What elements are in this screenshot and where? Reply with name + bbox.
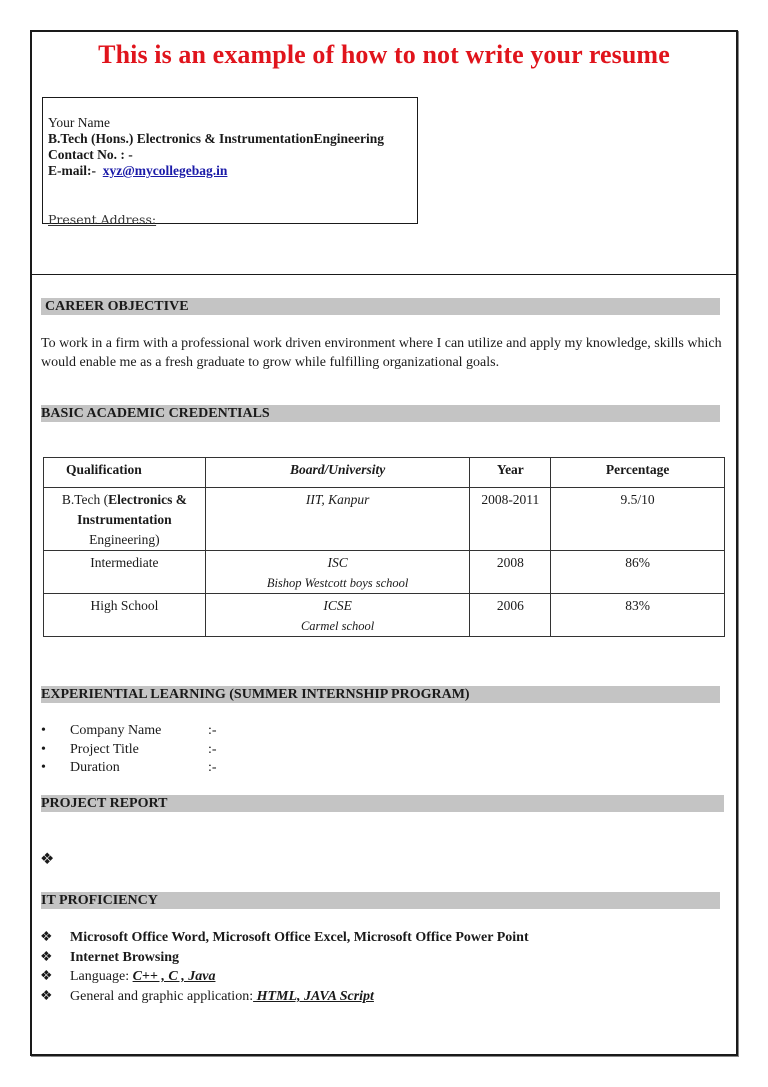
school-name: Carmel school <box>300 619 375 633</box>
bullet-icon: • <box>41 742 46 757</box>
column-header-qualification: Qualification <box>44 458 206 488</box>
item-label: Duration <box>70 760 120 775</box>
school-name: Bishop Westcott boys school <box>266 576 409 590</box>
section-heading-experiential: EXPERIENTIAL LEARNING (SUMMER INTERNSHIP PROGRAM) <box>41 686 720 703</box>
table-row <box>44 488 725 551</box>
diamond-bullet-icon: ❖ <box>40 950 53 965</box>
table-row <box>44 594 725 637</box>
year-cell: 2008-2011 <box>470 488 551 551</box>
skill-text <box>70 987 374 1006</box>
skill-text: Internet Browsing <box>70 950 180 965</box>
qualification-cell: High School <box>44 594 206 637</box>
qualification-cell <box>44 488 206 551</box>
diamond-bullet-icon: ❖ <box>40 969 53 984</box>
academic-credentials-table <box>43 457 725 637</box>
table-row <box>44 551 725 594</box>
skill-emphasis: HTML, JAVA Script <box>253 989 374 1004</box>
section-heading-career-objective: CAREER OBJECTIVE <box>41 298 720 315</box>
skill-text <box>70 967 215 986</box>
contact-email-row <box>48 163 227 179</box>
board-name: ICSE <box>323 598 352 613</box>
bullet-icon: • <box>41 760 46 775</box>
contact-number: Contact No. : - <box>48 147 133 162</box>
item-label: Project Title <box>70 742 139 757</box>
item-value: :- <box>208 723 217 738</box>
diamond-bullet-icon: ❖ <box>40 989 53 1004</box>
header-divider <box>32 274 736 275</box>
qualification-cell: Intermediate <box>44 551 206 594</box>
board-cell <box>205 488 470 551</box>
percentage-cell: 86% <box>551 551 725 594</box>
email-link[interactable]: xyz@mycollegebag.in <box>102 163 228 178</box>
board-cell <box>205 551 470 594</box>
percentage-cell: 9.5/10 <box>551 488 725 551</box>
present-address-label: Present Address: <box>48 212 157 227</box>
board-name: IIT, Kanpur <box>305 492 370 507</box>
section-heading-project-report: PROJECT REPORT <box>41 795 724 812</box>
section-heading-academic: BASIC ACADEMIC CREDENTIALS <box>41 405 720 422</box>
item-label: Company Name <box>70 723 162 738</box>
contact-degree: B.Tech (Hons.) Electronics & InstrumentationEngineering <box>48 131 385 146</box>
qualification-text: B.Tech ( <box>61 492 109 507</box>
qualification-bold-text: Electronics & Instrumentation <box>77 492 187 527</box>
year-cell: 2006 <box>470 594 551 637</box>
career-objective-text: To work in a firm with a professional work driven environment where I can utilize and apply my knowledge, skills which would enable me as a fresh graduate to grow while fulfilling organizational goals. <box>41 336 722 370</box>
section-heading-it-proficiency: IT PROFICIENCY <box>41 892 720 909</box>
bullet-icon: • <box>41 723 46 738</box>
diamond-bullet-icon: ❖ <box>40 851 55 868</box>
table-header-row <box>44 458 725 488</box>
document-title: This is an example of how to not write your resume <box>98 40 670 69</box>
skill-emphasis: C++ , C , Java <box>132 969 216 984</box>
item-value: :- <box>208 760 217 775</box>
skill-text: Microsoft Office Word, Microsoft Office Excel, Microsoft Office Power Point <box>70 930 529 945</box>
qualification-tail-text: Engineering) <box>89 532 160 547</box>
column-header-percentage: Percentage <box>551 458 725 488</box>
column-header-board: Board/University <box>205 458 470 488</box>
column-header-year: Year <box>470 458 551 488</box>
board-cell <box>205 594 470 637</box>
item-value: :- <box>208 742 217 757</box>
contact-name: Your Name <box>48 115 111 130</box>
year-cell: 2008 <box>470 551 551 594</box>
board-name: ISC <box>327 555 348 570</box>
email-label: E-mail:- <box>48 163 96 178</box>
diamond-bullet-icon: ❖ <box>40 930 53 945</box>
skill-label: Language: <box>70 969 133 984</box>
percentage-cell: 83% <box>551 594 725 637</box>
skill-label: General and graphic application: <box>70 989 254 1004</box>
